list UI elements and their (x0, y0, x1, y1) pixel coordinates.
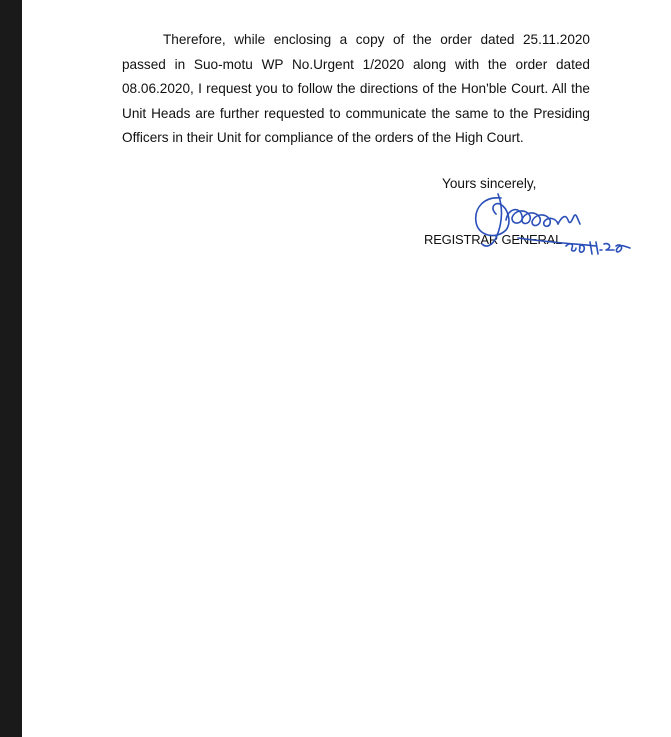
handwritten-signature (446, 190, 641, 265)
letter-paragraph: Therefore, while enclosing a copy of the order dated 25.11.2020 passed in Suo-motu WP No.Urgent 1/2020 along with the order dated 08.06.2020, I request you to follow the directions of the Hon'ble Court. All the Unit Heads are further requested to communicate the same to the Presiding Officers in their Unit for compliance of the orders of the High Court. (122, 32, 590, 146)
closing-salutation: Yours sincerely, (442, 176, 537, 191)
document-page (22, 0, 671, 737)
signatory-designation: REGISTRAR GENERAL (424, 232, 563, 247)
